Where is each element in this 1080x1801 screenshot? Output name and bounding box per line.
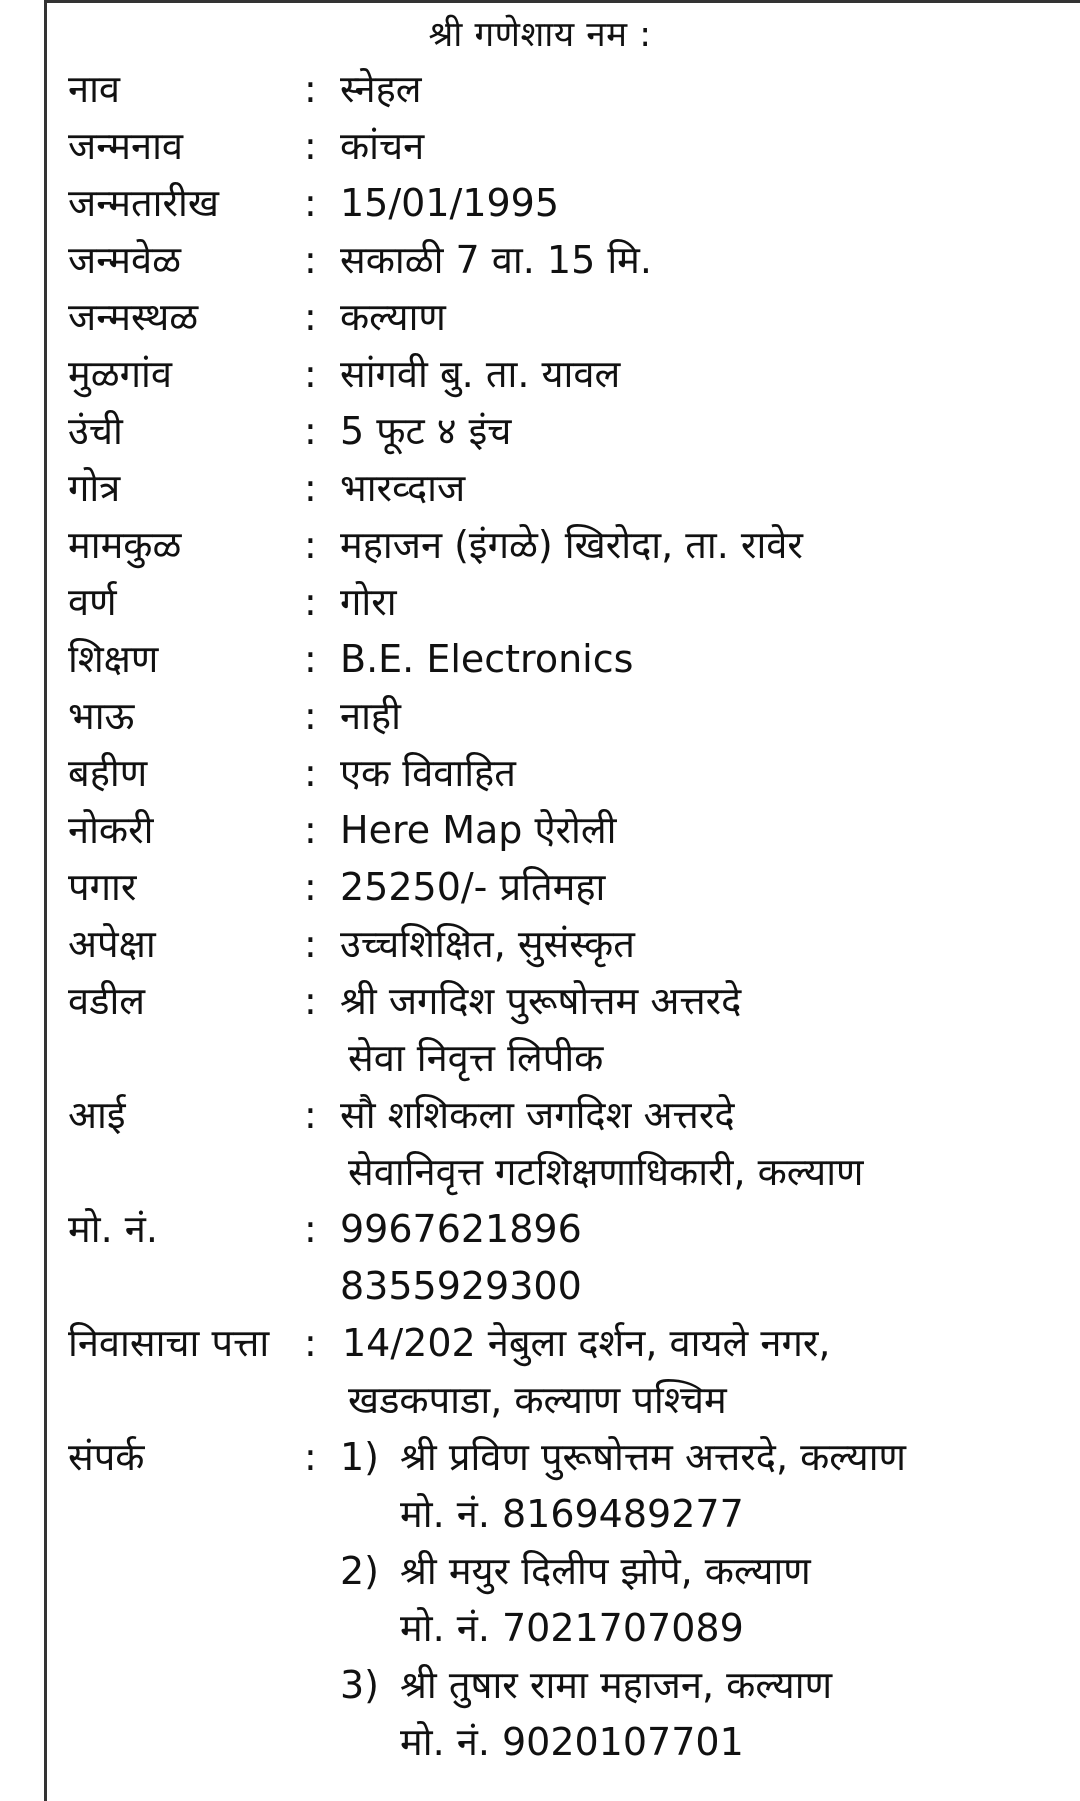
field-value: नाही <box>340 694 401 738</box>
field-mother <box>0 1087 1080 1144</box>
field-value: स्नेहल <box>340 67 422 111</box>
field-label: उंची <box>68 409 123 453</box>
field-separator: : <box>304 637 317 681</box>
field-value: सांगवी बु. ता. यावल <box>340 352 621 396</box>
contact-phone-row <box>0 1486 1080 1543</box>
field-separator: : <box>304 1207 317 1251</box>
field-contacts <box>0 1429 1080 1486</box>
field-label: जन्मतारीख <box>68 181 219 225</box>
field-father-detail <box>0 1030 1080 1087</box>
field-value: 14/202 नेबुला दर्शन, वायले नगर, <box>342 1321 831 1365</box>
field-salary <box>0 859 1080 916</box>
field-separator: : <box>304 751 317 795</box>
field-separator: : <box>304 1435 317 1479</box>
field-value: 15/01/1995 <box>340 181 560 225</box>
field-name <box>0 61 1080 118</box>
contact-name: श्री प्रविण पुरूषोत्तम अत्तरदे, कल्याण <box>400 1435 907 1479</box>
contact-name: श्री तुषार रामा महाजन, कल्याण <box>400 1663 833 1707</box>
field-label: जन्मवेळ <box>68 238 182 282</box>
field-height <box>0 403 1080 460</box>
invocation-heading: श्री गणेशाय नम : <box>428 15 652 55</box>
field-complexion <box>0 574 1080 631</box>
contact-phone: मो. नं. 8169489277 <box>400 1492 744 1536</box>
contact-row <box>0 1657 1080 1714</box>
field-label: गोत्र <box>68 466 121 510</box>
field-label: जन्मनाव <box>68 124 184 168</box>
contact-row <box>0 1543 1080 1600</box>
field-separator: : <box>304 409 317 453</box>
field-expectation <box>0 916 1080 973</box>
field-value: महाजन (इंगळे) खिरोदा, ता. रावेर <box>340 523 803 567</box>
contact-index: 2) <box>340 1549 380 1593</box>
field-separator: : <box>304 808 317 852</box>
field-separator: : <box>304 979 317 1023</box>
field-value: सौ शशिकला जगदिश अत्तरदे <box>340 1093 735 1137</box>
field-value: उच्चशिक्षित, सुसंस्कृत <box>340 922 635 966</box>
field-value: भारव्दाज <box>340 466 466 510</box>
field-mobile-second <box>0 1258 1080 1315</box>
field-separator: : <box>304 466 317 510</box>
field-separator: : <box>304 295 317 339</box>
field-value: 25250/- प्रतिमहा <box>340 865 606 909</box>
field-label: पगार <box>68 865 137 909</box>
field-label: संपर्क <box>68 1435 145 1479</box>
contact-index: 3) <box>340 1663 380 1707</box>
field-label: निवासाचा पत्ता <box>68 1321 270 1365</box>
field-address <box>0 1315 1080 1372</box>
contact-phone: मो. नं. 7021707089 <box>400 1606 744 1650</box>
field-separator: : <box>304 694 317 738</box>
field-separator: : <box>304 523 317 567</box>
field-separator: : <box>304 1321 317 1365</box>
field-separator: : <box>304 580 317 624</box>
field-separator: : <box>304 238 317 282</box>
field-value: एक विवाहित <box>340 751 516 795</box>
field-label: अपेक्षा <box>68 922 156 966</box>
field-label: नाव <box>68 67 121 111</box>
field-job <box>0 802 1080 859</box>
field-label: वर्ण <box>68 580 117 624</box>
field-label: मुळगांव <box>68 352 172 396</box>
field-birth-place <box>0 289 1080 346</box>
field-birth-date <box>0 175 1080 232</box>
field-separator: : <box>304 181 317 225</box>
field-birth-time <box>0 232 1080 289</box>
contact-phone-row <box>0 1714 1080 1771</box>
field-mother-detail <box>0 1144 1080 1201</box>
field-value: कांचन <box>340 124 425 168</box>
field-address-second <box>0 1372 1080 1429</box>
field-education <box>0 631 1080 688</box>
field-separator: : <box>304 67 317 111</box>
field-label: मो. नं. <box>68 1207 158 1251</box>
field-label: नोकरी <box>68 808 154 852</box>
field-value-continuation: सेवा निवृत्त लिपीक <box>348 1036 604 1080</box>
field-value: B.E. Electronics <box>340 637 634 681</box>
field-native-village <box>0 346 1080 403</box>
field-value-continuation: 8355929300 <box>340 1264 582 1308</box>
field-value: गोरा <box>340 580 397 624</box>
field-label: मामकुळ <box>68 523 182 567</box>
field-value: Here Map ऐरोली <box>340 808 617 852</box>
field-value: 9967621896 <box>340 1207 582 1251</box>
field-separator: : <box>304 1093 317 1137</box>
field-mobile <box>0 1201 1080 1258</box>
field-value: 5 फूट ४ इंच <box>340 409 512 453</box>
contact-phone: मो. नं. 9020107701 <box>400 1720 744 1764</box>
field-birth-name <box>0 118 1080 175</box>
field-value-continuation: खडकपाडा, कल्याण पश्चिम <box>348 1378 727 1422</box>
field-father <box>0 973 1080 1030</box>
field-value: सकाळी 7 वा. 15 मि. <box>340 238 652 282</box>
field-gotra <box>0 460 1080 517</box>
field-separator: : <box>304 124 317 168</box>
field-brother <box>0 688 1080 745</box>
field-value: श्री जगदिश पुरूषोत्तम अत्तरदे <box>340 979 742 1023</box>
top-border-line <box>44 0 1080 3</box>
field-label: जन्मस्थळ <box>68 295 199 339</box>
field-separator: : <box>304 922 317 966</box>
field-value: कल्याण <box>340 295 446 339</box>
contact-name: श्री मयुर दिलीप झोपे, कल्याण <box>400 1549 811 1593</box>
field-label: वडील <box>68 979 146 1023</box>
contact-phone-row <box>0 1600 1080 1657</box>
field-label: शिक्षण <box>68 637 159 681</box>
field-value-continuation: सेवानिवृत्त गटशिक्षणाधिकारी, कल्याण <box>348 1150 864 1194</box>
field-label: बहीण <box>68 751 148 795</box>
field-separator: : <box>304 352 317 396</box>
field-sister <box>0 745 1080 802</box>
field-label: आई <box>68 1093 126 1137</box>
field-label: भाऊ <box>68 694 135 738</box>
field-maternal-family <box>0 517 1080 574</box>
field-separator: : <box>304 865 317 909</box>
contact-index: 1) <box>340 1435 380 1479</box>
